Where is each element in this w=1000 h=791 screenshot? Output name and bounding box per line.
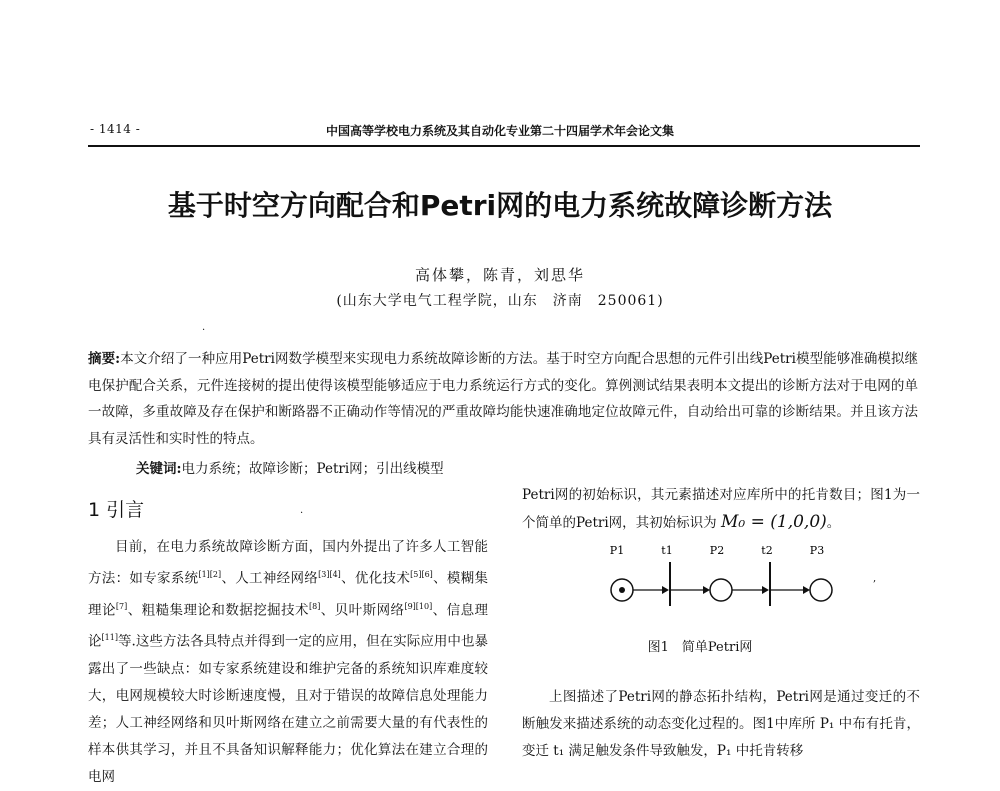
left-column (88, 534, 488, 791)
abstract-text: 本文介绍了一种应用Petri网数学模型来实现电力系统故障诊断的方法。基于时空方向配合思想的元件引出线Petri模型能够准确模拟继电保护配合关系，元件连接树的提出使得该模型能够适应于电力系统运行方式的变化。算例测试结果表明本文提出的诊断方法对于电网的单一故障，多重故障及存在保护和断路器不正确动作等情况的严重故障均能快速准确地定位故障元件，自动给出可靠的诊断结果。并且该方法具有灵活性和实时性的特点。 (88, 351, 919, 447)
keywords (136, 457, 444, 477)
authors: 高体攀，陈青，刘思华 (414, 266, 585, 284)
place-p3 (810, 579, 832, 601)
right-column-top (522, 482, 920, 537)
label-p1: P1 (609, 544, 625, 557)
section-number: 1 (88, 499, 101, 521)
abstract (88, 346, 918, 452)
label-t2: t2 (761, 544, 773, 557)
scan-speck-3: , (873, 573, 877, 584)
label-t1: t1 (661, 544, 673, 557)
scan-speck-2: . (300, 505, 304, 516)
arrow-p2-t2 (762, 586, 769, 594)
section-title: 引言 (106, 499, 145, 521)
intro-paragraph: 目前，在电力系统故障诊断方面，国内外提出了许多人工智能方法：如专家系统[1][2]、人工神经网络[3][4]、优化技术[5][6]、模糊集理论[7]、粗糙集理论和数据挖掘技术[8]、贝叶斯网络[9][10]、信息理论[11]等.这些方法各具特点并得到一定的应用，但在实际应用中也暴露出了一些缺点：如专家系统建设和维护完备的系统知识库难度较大，电网规模较大时诊断速度慢，且对于错误的故障信息处理能力差；人工神经网络和贝叶斯网络在建立之前需要大量的有代表性的样本供其学习，并且不具备知识解释能力；优化算法在建立合理的电网 (88, 539, 489, 785)
section-heading (88, 495, 144, 522)
place-p2 (710, 579, 732, 601)
label-p2: P2 (709, 544, 725, 557)
abstract-label: 摘要: (88, 351, 121, 367)
firing-paragraph: 上图描述了Petri网的静态拓扑结构，Petri网是通过变迁的不断触发来描述系统的动态变化过程的。图1中库所 P₁ 中布有托肯，变迁 t₁ 满足触发条件导致触发，P₁ 中托肯转移 (522, 689, 920, 759)
scan-speck: . (202, 322, 206, 333)
keywords-text: 电力系统；故障诊断；Petri网；引出线模型 (181, 461, 444, 477)
paper-title: 基于时空方向配合和Petri网的电力系统故障诊断方法 (167, 189, 833, 222)
keywords-label: 关键词: (136, 461, 182, 477)
token-p1 (619, 587, 625, 593)
header-rule (88, 145, 920, 147)
arrow-t2-p3 (803, 586, 810, 594)
initial-marking: M₀ = (1,0,0) (720, 512, 827, 532)
page-number: - 1414 - (90, 122, 141, 136)
journal-header: 中国高等学校电力系统及其自动化专业第二十四届学术年会论文集 (325, 124, 674, 138)
petri-net-figure (590, 540, 870, 610)
figure-caption: 图1 简单Petri网 (647, 640, 753, 655)
label-p3: P3 (809, 544, 825, 557)
arrow-p1-t1 (662, 586, 669, 594)
arrow-t1-p2 (703, 586, 710, 594)
marking-paragraph: Petri网的初始标识，其元素描述对应库所中的托肯数目；图1为一个简单的Petri网，其初始标识为 M₀ = (1,0,0)。 (522, 487, 920, 532)
right-column-bottom (522, 684, 920, 765)
affiliation: (山东大学电气工程学院，山东 济南 250061) (336, 293, 664, 309)
